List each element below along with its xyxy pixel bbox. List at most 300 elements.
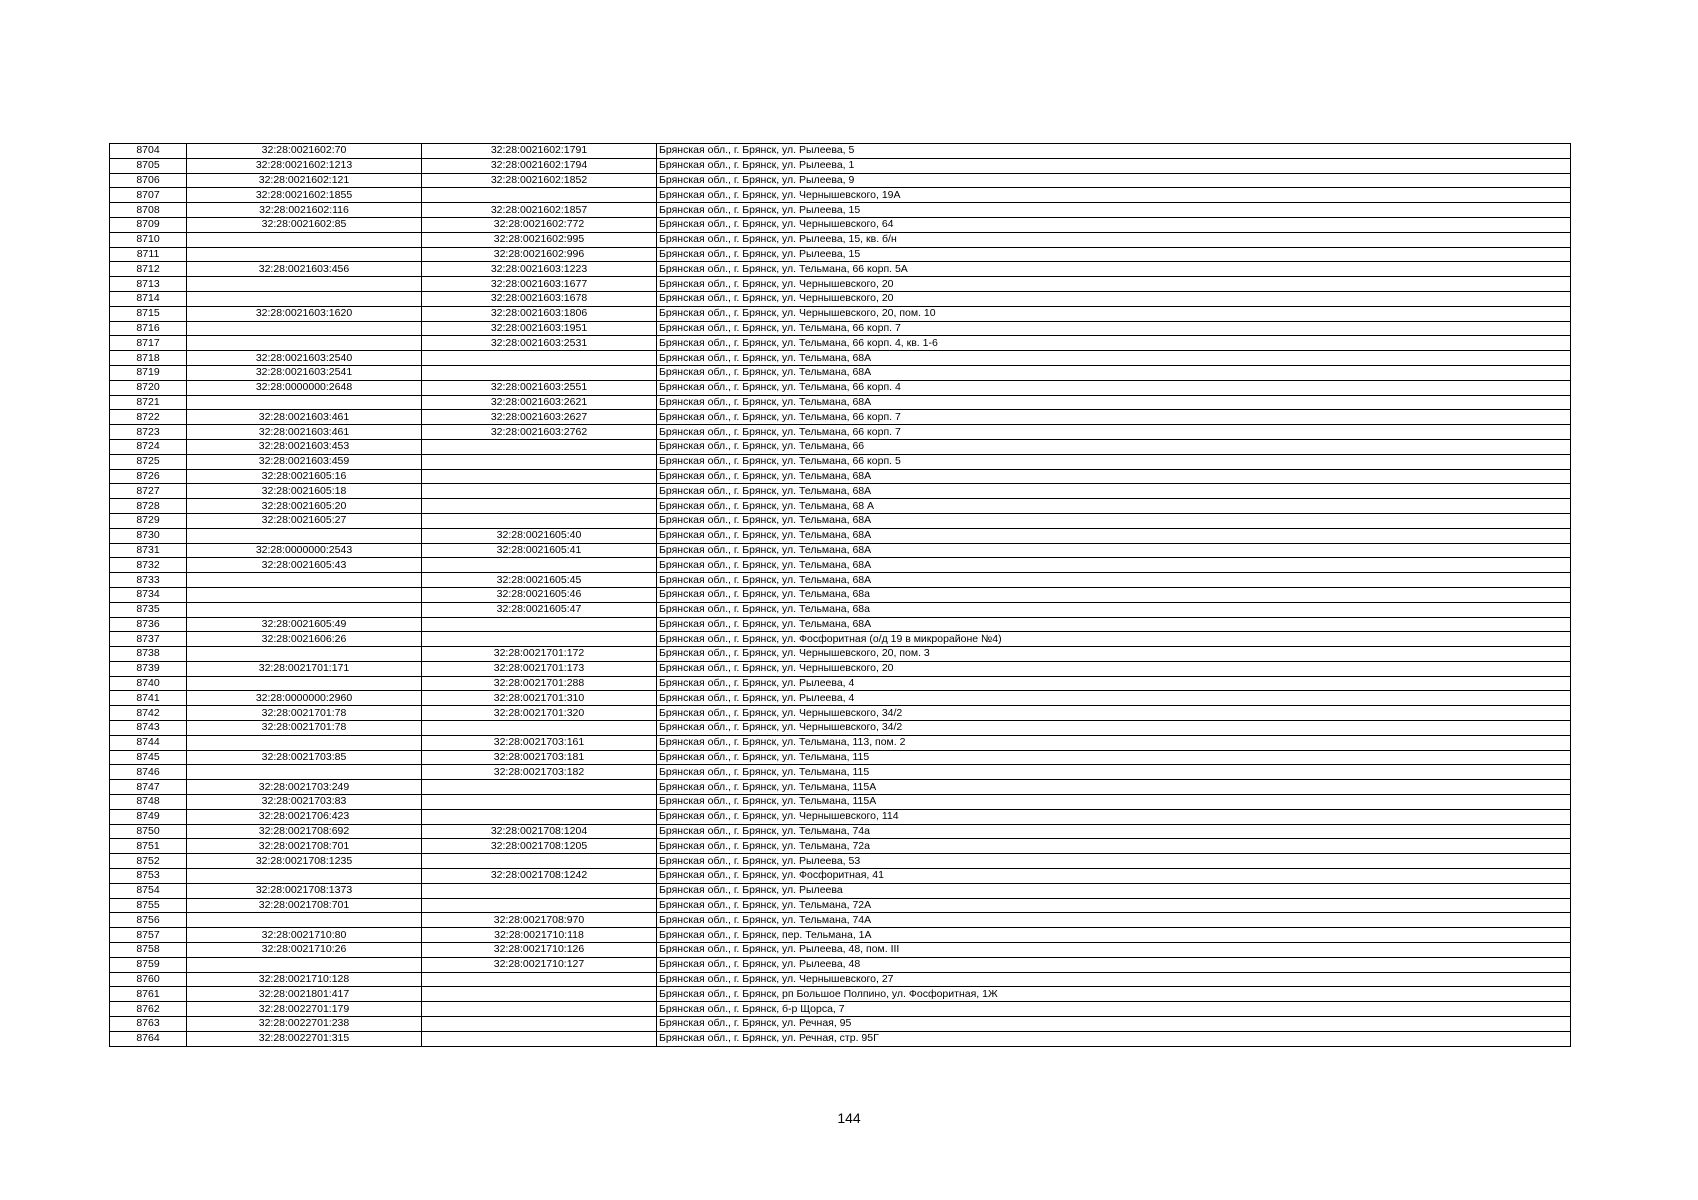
- table-row: [110, 380, 1571, 395]
- table-row: [110, 439, 1571, 454]
- building-cadastral-number-cell: [422, 365, 657, 380]
- building-cadastral-number-cell: [422, 454, 657, 469]
- address-cell: Брянская обл., г. Брянск, ул. Рылеева, 1: [657, 158, 1571, 173]
- table-row: [110, 883, 1571, 898]
- row-number-cell: 8709: [110, 217, 187, 232]
- registry-table-container: [109, 143, 1571, 1047]
- address-cell: Брянская обл., г. Брянск, ул. Речная, 95: [657, 1017, 1571, 1032]
- building-cadastral-number-cell: 32:28:0021602:1791: [422, 144, 657, 159]
- cadastral-number-cell: [187, 395, 422, 410]
- address-cell: Брянская обл., г. Брянск, пер. Тельмана, 1А: [657, 928, 1571, 943]
- table-row: [110, 632, 1571, 647]
- table-row: [110, 1017, 1571, 1032]
- table-row: [110, 499, 1571, 514]
- cadastral-number-cell: [187, 247, 422, 262]
- row-number-cell: 8745: [110, 750, 187, 765]
- row-number-cell: 8704: [110, 144, 187, 159]
- building-cadastral-number-cell: 32:28:0021603:1223: [422, 262, 657, 277]
- table-row: [110, 972, 1571, 987]
- table-row: [110, 144, 1571, 159]
- row-number-cell: 8741: [110, 691, 187, 706]
- cadastral-number-cell: 32:28:0021603:459: [187, 454, 422, 469]
- building-cadastral-number-cell: [422, 558, 657, 573]
- address-cell: Брянская обл., г. Брянск, ул. Тельмана, 68А: [657, 365, 1571, 380]
- table-row: [110, 543, 1571, 558]
- row-number-cell: 8763: [110, 1017, 187, 1032]
- building-cadastral-number-cell: 32:28:0021603:1806: [422, 306, 657, 321]
- address-cell: Брянская обл., г. Брянск, ул. Тельмана, 113, пом. 2: [657, 735, 1571, 750]
- cadastral-number-cell: [187, 869, 422, 884]
- building-cadastral-number-cell: [422, 1017, 657, 1032]
- table-row: [110, 587, 1571, 602]
- address-cell: Брянская обл., г. Брянск, ул. Тельмана, 68А: [657, 395, 1571, 410]
- cadastral-number-cell: 32:28:0021708:692: [187, 824, 422, 839]
- table-row: [110, 957, 1571, 972]
- building-cadastral-number-cell: 32:28:0021708:970: [422, 913, 657, 928]
- building-cadastral-number-cell: 32:28:0021603:2551: [422, 380, 657, 395]
- table-row: [110, 780, 1571, 795]
- building-cadastral-number-cell: [422, 439, 657, 454]
- building-cadastral-number-cell: 32:28:0021602:996: [422, 247, 657, 262]
- building-cadastral-number-cell: [422, 854, 657, 869]
- building-cadastral-number-cell: 32:28:0021602:1857: [422, 203, 657, 218]
- table-row: [110, 410, 1571, 425]
- cadastral-number-cell: [187, 676, 422, 691]
- row-number-cell: 8727: [110, 484, 187, 499]
- row-number-cell: 8707: [110, 188, 187, 203]
- address-cell: Брянская обл., г. Брянск, ул. Рылеева, 48, пом. III: [657, 943, 1571, 958]
- address-cell: Брянская обл., г. Брянск, ул. Тельмана, 115А: [657, 780, 1571, 795]
- address-cell: Брянская обл., г. Брянск, ул. Чернышевского, 20, пом. 10: [657, 306, 1571, 321]
- building-cadastral-number-cell: [422, 809, 657, 824]
- table-row: [110, 854, 1571, 869]
- table-row: [110, 454, 1571, 469]
- table-row: [110, 469, 1571, 484]
- table-row: [110, 869, 1571, 884]
- row-number-cell: 8732: [110, 558, 187, 573]
- registry-table-body: [110, 144, 1571, 1047]
- cadastral-number-cell: [187, 765, 422, 780]
- table-row: [110, 735, 1571, 750]
- cadastral-number-cell: 32:28:0022701:179: [187, 1002, 422, 1017]
- cadastral-number-cell: 32:28:0021701:78: [187, 706, 422, 721]
- address-cell: Брянская обл., г. Брянск, ул. Тельмана, 68А: [657, 528, 1571, 543]
- building-cadastral-number-cell: [422, 617, 657, 632]
- cadastral-number-cell: 32:28:0021602:1213: [187, 158, 422, 173]
- row-number-cell: 8719: [110, 365, 187, 380]
- building-cadastral-number-cell: 32:28:0021605:46: [422, 587, 657, 602]
- building-cadastral-number-cell: 32:28:0021605:45: [422, 573, 657, 588]
- address-cell: Брянская обл., г. Брянск, ул. Тельмана, 66 корп. 4, кв. 1-6: [657, 336, 1571, 351]
- building-cadastral-number-cell: 32:28:0021701:172: [422, 647, 657, 662]
- building-cadastral-number-cell: 32:28:0021703:181: [422, 750, 657, 765]
- address-cell: Брянская обл., г. Брянск, ул. Тельмана, 66: [657, 439, 1571, 454]
- cadastral-number-cell: 32:28:0021605:43: [187, 558, 422, 573]
- building-cadastral-number-cell: [422, 883, 657, 898]
- row-number-cell: 8751: [110, 839, 187, 854]
- address-cell: Брянская обл., г. Брянск, ул. Тельмана, 68А: [657, 558, 1571, 573]
- address-cell: Брянская обл., г. Брянск, ул. Рылеева, 4: [657, 691, 1571, 706]
- cadastral-number-cell: 32:28:0021703:83: [187, 795, 422, 810]
- cadastral-number-cell: 32:28:0021603:1620: [187, 306, 422, 321]
- address-cell: Брянская обл., г. Брянск, ул. Рылеева, 5: [657, 144, 1571, 159]
- table-row: [110, 232, 1571, 247]
- table-row: [110, 306, 1571, 321]
- building-cadastral-number-cell: [422, 1031, 657, 1046]
- cadastral-number-cell: 32:28:0021602:1855: [187, 188, 422, 203]
- building-cadastral-number-cell: [422, 484, 657, 499]
- row-number-cell: 8742: [110, 706, 187, 721]
- address-cell: Брянская обл., г. Брянск, ул. Чернышевского, 34/2: [657, 706, 1571, 721]
- row-number-cell: 8734: [110, 587, 187, 602]
- building-cadastral-number-cell: 32:28:0021701:288: [422, 676, 657, 691]
- table-row: [110, 943, 1571, 958]
- cadastral-number-cell: 32:28:0021701:171: [187, 661, 422, 676]
- table-row: [110, 262, 1571, 277]
- address-cell: Брянская обл., г. Брянск, ул. Речная, стр. 95Г: [657, 1031, 1571, 1046]
- address-cell: Брянская обл., г. Брянск, ул. Тельмана, 68а: [657, 602, 1571, 617]
- table-row: [110, 321, 1571, 336]
- row-number-cell: 8733: [110, 573, 187, 588]
- cadastral-number-cell: 32:28:0021602:85: [187, 217, 422, 232]
- row-number-cell: 8754: [110, 883, 187, 898]
- address-cell: Брянская обл., г. Брянск, ул. Фосфоритная, 41: [657, 869, 1571, 884]
- building-cadastral-number-cell: 32:28:0021708:1204: [422, 824, 657, 839]
- table-row: [110, 513, 1571, 528]
- row-number-cell: 8731: [110, 543, 187, 558]
- cadastral-number-cell: [187, 528, 422, 543]
- row-number-cell: 8746: [110, 765, 187, 780]
- table-row: [110, 425, 1571, 440]
- table-row: [110, 173, 1571, 188]
- cadastral-number-cell: 32:28:0000000:2543: [187, 543, 422, 558]
- building-cadastral-number-cell: 32:28:0021708:1205: [422, 839, 657, 854]
- building-cadastral-number-cell: [422, 513, 657, 528]
- building-cadastral-number-cell: 32:28:0021603:2531: [422, 336, 657, 351]
- row-number-cell: 8729: [110, 513, 187, 528]
- row-number-cell: 8756: [110, 913, 187, 928]
- cadastral-number-cell: 32:28:0021603:456: [187, 262, 422, 277]
- address-cell: Брянская обл., г. Брянск, ул. Фосфоритная (о/д 19 в микрорайоне №4): [657, 632, 1571, 647]
- address-cell: Брянская обл., г. Брянск, ул. Тельмана, 66 корп. 7: [657, 321, 1571, 336]
- row-number-cell: 8722: [110, 410, 187, 425]
- address-cell: Брянская обл., г. Брянск, б-р Щорса, 7: [657, 1002, 1571, 1017]
- row-number-cell: 8747: [110, 780, 187, 795]
- row-number-cell: 8725: [110, 454, 187, 469]
- row-number-cell: 8740: [110, 676, 187, 691]
- address-cell: Брянская обл., г. Брянск, ул. Тельмана, 66 корп. 7: [657, 410, 1571, 425]
- address-cell: Брянская обл., г. Брянск, ул. Тельмана, 68А: [657, 484, 1571, 499]
- table-row: [110, 1031, 1571, 1046]
- row-number-cell: 8705: [110, 158, 187, 173]
- building-cadastral-number-cell: 32:28:0021710:127: [422, 957, 657, 972]
- building-cadastral-number-cell: [422, 499, 657, 514]
- cadastral-number-cell: 32:28:0021605:20: [187, 499, 422, 514]
- cadastral-number-cell: 32:28:0021708:701: [187, 898, 422, 913]
- cadastral-number-cell: [187, 957, 422, 972]
- cadastral-number-cell: 32:28:0021703:249: [187, 780, 422, 795]
- row-number-cell: 8762: [110, 1002, 187, 1017]
- building-cadastral-number-cell: 32:28:0021708:1242: [422, 869, 657, 884]
- cadastral-number-cell: 32:28:0021603:453: [187, 439, 422, 454]
- table-row: [110, 691, 1571, 706]
- cadastral-number-cell: 32:28:0000000:2960: [187, 691, 422, 706]
- building-cadastral-number-cell: 32:28:0021603:2762: [422, 425, 657, 440]
- cadastral-number-cell: [187, 321, 422, 336]
- address-cell: Брянская обл., г. Брянск, ул. Чернышевского, 20: [657, 277, 1571, 292]
- row-number-cell: 8753: [110, 869, 187, 884]
- building-cadastral-number-cell: 32:28:0021603:2627: [422, 410, 657, 425]
- row-number-cell: 8755: [110, 898, 187, 913]
- cadastral-number-cell: [187, 913, 422, 928]
- table-row: [110, 573, 1571, 588]
- address-cell: Брянская обл., г. Брянск, ул. Тельмана, 72А: [657, 898, 1571, 913]
- cadastral-number-cell: 32:28:0021603:461: [187, 410, 422, 425]
- building-cadastral-number-cell: 32:28:0021603:1951: [422, 321, 657, 336]
- address-cell: Брянская обл., г. Брянск, ул. Чернышевского, 64: [657, 217, 1571, 232]
- address-cell: Брянская обл., г. Брянск, ул. Тельмана, 66 корп. 7: [657, 425, 1571, 440]
- row-number-cell: 8737: [110, 632, 187, 647]
- address-cell: Брянская обл., г. Брянск, ул. Тельмана, 68А: [657, 513, 1571, 528]
- address-cell: Брянская обл., г. Брянск, ул. Тельмана, 68А: [657, 351, 1571, 366]
- row-number-cell: 8714: [110, 291, 187, 306]
- row-number-cell: 8713: [110, 277, 187, 292]
- cadastral-number-cell: 32:28:0021605:18: [187, 484, 422, 499]
- cadastral-number-cell: [187, 277, 422, 292]
- row-number-cell: 8757: [110, 928, 187, 943]
- address-cell: Брянская обл., г. Брянск, ул. Тельмана, 66 корп. 4: [657, 380, 1571, 395]
- table-row: [110, 1002, 1571, 1017]
- building-cadastral-number-cell: 32:28:0021603:2621: [422, 395, 657, 410]
- cadastral-number-cell: 32:28:0021801:417: [187, 987, 422, 1002]
- table-row: [110, 336, 1571, 351]
- address-cell: Брянская обл., г. Брянск, ул. Чернышевского, 27: [657, 972, 1571, 987]
- address-cell: Брянская обл., г. Брянск, ул. Рылеева, 48: [657, 957, 1571, 972]
- cadastral-number-cell: 32:28:0021708:1373: [187, 883, 422, 898]
- cadastral-number-cell: 32:28:0021710:80: [187, 928, 422, 943]
- cadastral-number-cell: 32:28:0021708:701: [187, 839, 422, 854]
- row-number-cell: 8728: [110, 499, 187, 514]
- table-row: [110, 277, 1571, 292]
- building-cadastral-number-cell: [422, 721, 657, 736]
- address-cell: Брянская обл., г. Брянск, ул. Рылеева, 4: [657, 676, 1571, 691]
- row-number-cell: 8736: [110, 617, 187, 632]
- cadastral-number-cell: [187, 291, 422, 306]
- row-number-cell: 8718: [110, 351, 187, 366]
- cadastral-number-cell: 32:28:0021602:121: [187, 173, 422, 188]
- row-number-cell: 8739: [110, 661, 187, 676]
- building-cadastral-number-cell: 32:28:0021602:1794: [422, 158, 657, 173]
- row-number-cell: 8748: [110, 795, 187, 810]
- address-cell: Брянская обл., г. Брянск, ул. Тельмана, 115: [657, 750, 1571, 765]
- row-number-cell: 8764: [110, 1031, 187, 1046]
- address-cell: Брянская обл., г. Брянск, ул. Тельмана, 66 корп. 5: [657, 454, 1571, 469]
- address-cell: Брянская обл., г. Брянск, рп Большое Полпино, ул. Фосфоритная, 1Ж: [657, 987, 1571, 1002]
- row-number-cell: 8708: [110, 203, 187, 218]
- address-cell: Брянская обл., г. Брянск, ул. Рылеева: [657, 883, 1571, 898]
- cadastral-number-cell: [187, 587, 422, 602]
- building-cadastral-number-cell: [422, 1002, 657, 1017]
- cadastral-number-cell: 32:28:0021708:1235: [187, 854, 422, 869]
- building-cadastral-number-cell: [422, 795, 657, 810]
- building-cadastral-number-cell: [422, 972, 657, 987]
- building-cadastral-number-cell: [422, 469, 657, 484]
- table-row: [110, 913, 1571, 928]
- row-number-cell: 8760: [110, 972, 187, 987]
- table-row: [110, 765, 1571, 780]
- building-cadastral-number-cell: 32:28:0021603:1677: [422, 277, 657, 292]
- building-cadastral-number-cell: [422, 188, 657, 203]
- address-cell: Брянская обл., г. Брянск, ул. Рылеева, 15: [657, 247, 1571, 262]
- table-row: [110, 987, 1571, 1002]
- table-row: [110, 617, 1571, 632]
- building-cadastral-number-cell: 32:28:0021605:40: [422, 528, 657, 543]
- building-cadastral-number-cell: 32:28:0021602:772: [422, 217, 657, 232]
- cadastral-number-cell: [187, 232, 422, 247]
- address-cell: Брянская обл., г. Брянск, ул. Чернышевского, 20: [657, 661, 1571, 676]
- row-number-cell: 8717: [110, 336, 187, 351]
- page-number: 144: [837, 1110, 861, 1126]
- table-row: [110, 484, 1571, 499]
- row-number-cell: 8761: [110, 987, 187, 1002]
- row-number-cell: 8744: [110, 735, 187, 750]
- cadastral-number-cell: 32:28:0022701:238: [187, 1017, 422, 1032]
- row-number-cell: 8715: [110, 306, 187, 321]
- address-cell: Брянская обл., г. Брянск, ул. Тельмана, 68А: [657, 617, 1571, 632]
- address-cell: Брянская обл., г. Брянск, ул. Тельмана, 68А: [657, 469, 1571, 484]
- cadastral-number-cell: 32:28:0021703:85: [187, 750, 422, 765]
- cadastral-number-cell: 32:28:0021603:2540: [187, 351, 422, 366]
- building-cadastral-number-cell: [422, 898, 657, 913]
- table-row: [110, 795, 1571, 810]
- building-cadastral-number-cell: [422, 780, 657, 795]
- table-row: [110, 203, 1571, 218]
- table-row: [110, 647, 1571, 662]
- table-row: [110, 661, 1571, 676]
- table-row: [110, 528, 1571, 543]
- building-cadastral-number-cell: 32:28:0021701:173: [422, 661, 657, 676]
- table-row: [110, 291, 1571, 306]
- row-number-cell: 8723: [110, 425, 187, 440]
- table-row: [110, 898, 1571, 913]
- row-number-cell: 8726: [110, 469, 187, 484]
- address-cell: Брянская обл., г. Брянск, ул. Тельмана, 115А: [657, 795, 1571, 810]
- registry-table: [109, 143, 1571, 1047]
- table-row: [110, 247, 1571, 262]
- row-number-cell: 8712: [110, 262, 187, 277]
- address-cell: Брянская обл., г. Брянск, ул. Чернышевского, 34/2: [657, 721, 1571, 736]
- address-cell: Брянская обл., г. Брянск, ул. Чернышевского, 20: [657, 291, 1571, 306]
- row-number-cell: 8752: [110, 854, 187, 869]
- row-number-cell: 8749: [110, 809, 187, 824]
- cadastral-number-cell: 32:28:0021602:116: [187, 203, 422, 218]
- building-cadastral-number-cell: 32:28:0021605:47: [422, 602, 657, 617]
- row-number-cell: 8710: [110, 232, 187, 247]
- row-number-cell: 8758: [110, 943, 187, 958]
- row-number-cell: 8716: [110, 321, 187, 336]
- row-number-cell: 8706: [110, 173, 187, 188]
- address-cell: Брянская обл., г. Брянск, ул. Тельмана, 68А: [657, 573, 1571, 588]
- table-row: [110, 395, 1571, 410]
- table-row: [110, 351, 1571, 366]
- row-number-cell: 8720: [110, 380, 187, 395]
- row-number-cell: 8711: [110, 247, 187, 262]
- table-row: [110, 676, 1571, 691]
- row-number-cell: 8730: [110, 528, 187, 543]
- table-row: [110, 824, 1571, 839]
- row-number-cell: 8724: [110, 439, 187, 454]
- building-cadastral-number-cell: [422, 987, 657, 1002]
- cadastral-number-cell: [187, 735, 422, 750]
- row-number-cell: 8743: [110, 721, 187, 736]
- cadastral-number-cell: [187, 602, 422, 617]
- building-cadastral-number-cell: 32:28:0021701:310: [422, 691, 657, 706]
- table-row: [110, 188, 1571, 203]
- cadastral-number-cell: 32:28:0021605:49: [187, 617, 422, 632]
- row-number-cell: 8750: [110, 824, 187, 839]
- cadastral-number-cell: 32:28:0021706:423: [187, 809, 422, 824]
- table-row: [110, 721, 1571, 736]
- cadastral-number-cell: 32:28:0000000:2648: [187, 380, 422, 395]
- cadastral-number-cell: 32:28:0022701:315: [187, 1031, 422, 1046]
- table-row: [110, 558, 1571, 573]
- address-cell: Брянская обл., г. Брянск, ул. Рылеева, 15: [657, 203, 1571, 218]
- address-cell: Брянская обл., г. Брянск, ул. Тельмана, 68А: [657, 543, 1571, 558]
- cadastral-number-cell: 32:28:0021710:26: [187, 943, 422, 958]
- table-row: [110, 706, 1571, 721]
- row-number-cell: 8721: [110, 395, 187, 410]
- table-row: [110, 217, 1571, 232]
- building-cadastral-number-cell: 32:28:0021602:1852: [422, 173, 657, 188]
- building-cadastral-number-cell: 32:28:0021703:161: [422, 735, 657, 750]
- cadastral-number-cell: 32:28:0021606:26: [187, 632, 422, 647]
- cadastral-number-cell: 32:28:0021710:128: [187, 972, 422, 987]
- building-cadastral-number-cell: [422, 351, 657, 366]
- address-cell: Брянская обл., г. Брянск, ул. Рылеева, 9: [657, 173, 1571, 188]
- address-cell: Брянская обл., г. Брянск, ул. Чернышевского, 20, пом. 3: [657, 647, 1571, 662]
- cadastral-number-cell: 32:28:0021602:70: [187, 144, 422, 159]
- address-cell: Брянская обл., г. Брянск, ул. Тельмана, 66 корп. 5А: [657, 262, 1571, 277]
- address-cell: Брянская обл., г. Брянск, ул. Тельмана, 72а: [657, 839, 1571, 854]
- table-row: [110, 365, 1571, 380]
- table-row: [110, 602, 1571, 617]
- address-cell: Брянская обл., г. Брянск, ул. Тельмана, 68 А: [657, 499, 1571, 514]
- address-cell: Брянская обл., г. Брянск, ул. Чернышевского, 114: [657, 809, 1571, 824]
- row-number-cell: 8735: [110, 602, 187, 617]
- building-cadastral-number-cell: 32:28:0021703:182: [422, 765, 657, 780]
- building-cadastral-number-cell: 32:28:0021710:118: [422, 928, 657, 943]
- building-cadastral-number-cell: 32:28:0021602:995: [422, 232, 657, 247]
- table-row: [110, 809, 1571, 824]
- cadastral-number-cell: [187, 573, 422, 588]
- cadastral-number-cell: 32:28:0021603:2541: [187, 365, 422, 380]
- building-cadastral-number-cell: [422, 632, 657, 647]
- cadastral-number-cell: [187, 336, 422, 351]
- address-cell: Брянская обл., г. Брянск, ул. Тельмана, 115: [657, 765, 1571, 780]
- address-cell: Брянская обл., г. Брянск, ул. Тельмана, 74А: [657, 913, 1571, 928]
- cadastral-number-cell: 32:28:0021701:78: [187, 721, 422, 736]
- table-row: [110, 750, 1571, 765]
- table-row: [110, 158, 1571, 173]
- table-row: [110, 839, 1571, 854]
- address-cell: Брянская обл., г. Брянск, ул. Чернышевского, 19А: [657, 188, 1571, 203]
- address-cell: Брянская обл., г. Брянск, ул. Рылеева, 53: [657, 854, 1571, 869]
- cadastral-number-cell: [187, 647, 422, 662]
- table-row: [110, 928, 1571, 943]
- cadastral-number-cell: 32:28:0021603:461: [187, 425, 422, 440]
- cadastral-number-cell: 32:28:0021605:27: [187, 513, 422, 528]
- building-cadastral-number-cell: 32:28:0021603:1678: [422, 291, 657, 306]
